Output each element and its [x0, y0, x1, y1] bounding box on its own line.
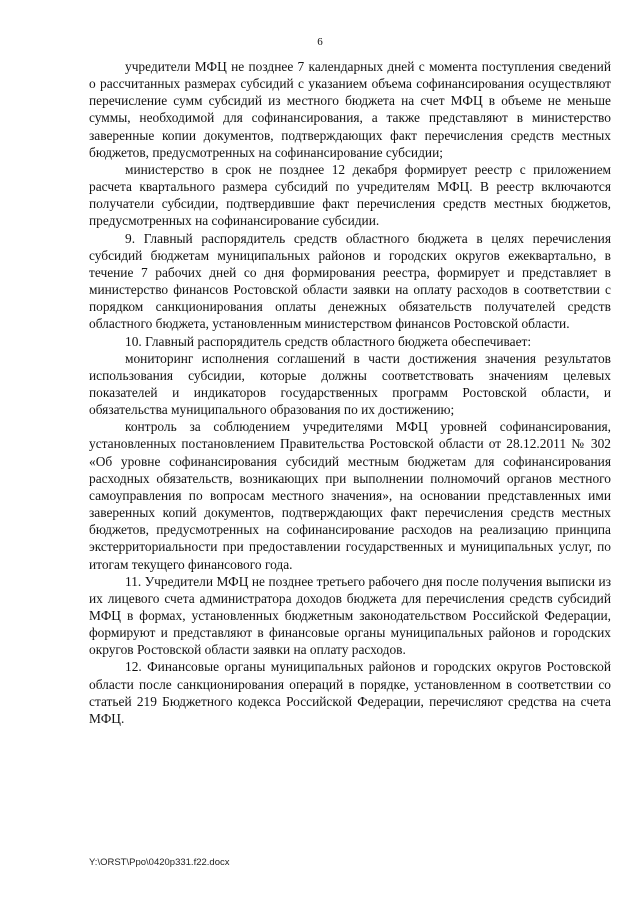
- paragraph-registry-formation: министерство в срок не позднее 12 декабря формирует реестр с приложением расчета квартального размера субсидий по учредителям МФЦ. В реестр включаются получатели субсидии, подтвердившие факт перечисления средств местных бюджетов, предусмотренных на софинансирование субсидии.: [89, 161, 611, 229]
- paragraph-item-10: 10. Главный распорядитель средств областного бюджета обеспечивает:: [125, 333, 532, 349]
- paragraph-item-9: 9. Главный распорядитель средств областного бюджета в целях перечисления субсидий бюджетам муниципальных районов и городских округов ежеквартально, в течение 7 рабочих дней со дня формирования реестра, формирует и представляет в министерство финансов Ростовской области заявки на оплату расходов в соответствии с порядком санкционирования оплаты денежных обязательств получателей средств областного бюджета, установленным министерством финансов Ростовской области.: [89, 230, 611, 332]
- paragraph-control: контроль за соблюдением учредителями МФЦ уровней софинансирования, установленных постановлением Правительства Ростовской области от 28.12.2011 № 302 «Об уровне софинансирования субсидий местным бюджетам для софинансирования расходных обязательств, возникающих при выполнении полномочий органов местного самоуправления по вопросам местного значения», на основании представленных ими заверенных копий документов, подтверждающих факт перечисления средств местных бюджетов, предусмотренных на софинансирование расходов на реализацию принципа экстерриториальности при предоставлении государственных и муниципальных услуг, по итогам текущего финансового года.: [89, 419, 611, 572]
- document-body: [89, 58, 611, 727]
- paragraph-monitoring: мониторинг исполнения соглашений в части достижения значения результатов использования субсидии, которые должны соответствовать значениям целевых показателей и индикаторов государственных программ Ростовской области, и обязательства муниципального образования по их достижению;: [89, 350, 611, 418]
- footer-file-path: Y:\ORST\Ppo\0420p331.f22.docx: [89, 857, 230, 868]
- paragraph-subsidy-transfer: учредители МФЦ не позднее 7 календарных дней с момента поступления сведений о рассчитанных размерах субсидий с указанием объема софинансирования осуществляют перечисление сумм субсидий из местного бюджета на счет МФЦ в объеме не меньше суммы, необходимой для софинансирования, а также представляют в министерство заверенные копии документов, подтверждающих факт перечисления средств местных бюджетов, предусмотренных на софинансирование субсидии;: [89, 59, 611, 160]
- paragraph-item-12: 12. Финансовые органы муниципальных районов и городских округов Ростовской области после санкционирования операций в порядке, установленном в соответствии со статьей 219 Бюджетного кодекса Российской Федерации, перечисляют средства на счета МФЦ.: [89, 659, 611, 726]
- paragraph-item-11: 11. Учредители МФЦ не позднее третьего рабочего дня после получения выписки из их лицевого счета администратора доходов бюджета для перечисления средств субсидий МФЦ в формах, установленных бюджетным законодательством Российской Федерации, формируют и представляют в финансовые органы муниципальных районов и городских округов Ростовской области заявки на оплату расходов.: [89, 573, 611, 658]
- page-number: 6: [317, 36, 323, 48]
